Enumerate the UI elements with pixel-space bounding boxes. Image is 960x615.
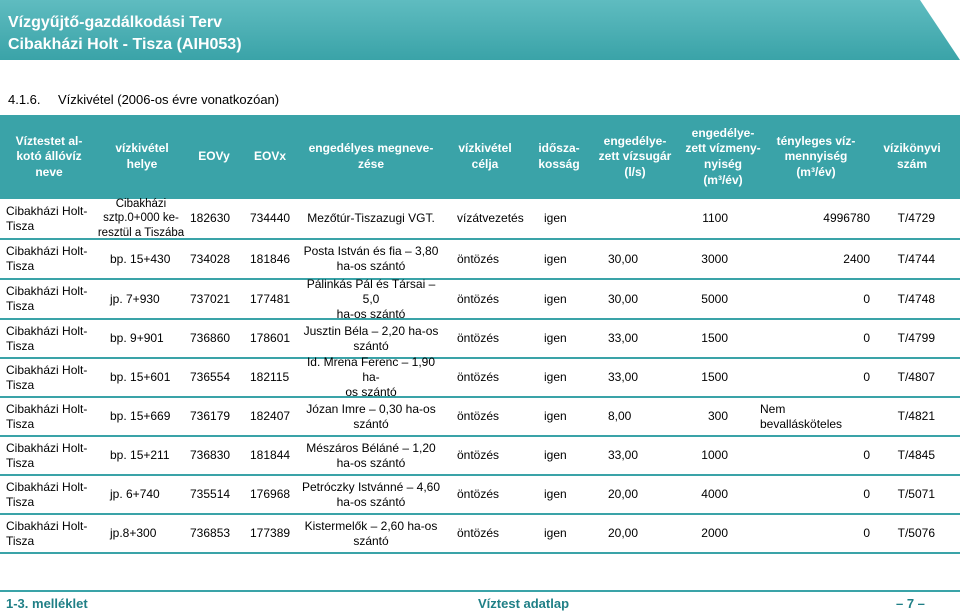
location-cell: bp. 15+211 bbox=[110, 448, 170, 462]
location-cell: bp. 9+901 bbox=[110, 331, 164, 345]
section-title: Vízkivétel (2006-os évre vonatkozóan) bbox=[58, 92, 280, 107]
eovx-cell: 181844 bbox=[250, 448, 291, 462]
actual-volume-cell: 4996780 bbox=[823, 211, 870, 225]
table-row bbox=[0, 476, 960, 515]
location-cell: jp.8+300 bbox=[110, 526, 157, 540]
column-header-permit-name: engedélyes megneve- zése bbox=[308, 141, 434, 171]
location-cell: bp. 15+669 bbox=[110, 409, 171, 423]
purpose-cell: öntözés bbox=[457, 251, 500, 266]
purpose-cell: öntözés bbox=[457, 370, 500, 384]
period-cell: igen bbox=[544, 409, 567, 423]
eovx-cell: 177481 bbox=[250, 291, 291, 306]
eovx-cell: 178601 bbox=[250, 331, 291, 345]
purpose-cell: öntözés bbox=[457, 291, 500, 306]
permitted-flow-cell bbox=[608, 199, 668, 238]
eovy-cell: 736179 bbox=[190, 409, 231, 423]
section-number: 4.1.6. bbox=[8, 92, 41, 107]
location-cell: bp. 15+601 bbox=[110, 370, 171, 384]
eovy-cell: 736860 bbox=[190, 331, 231, 345]
purpose-cell: öntözés bbox=[457, 526, 500, 540]
register-cell: T/4807 bbox=[897, 370, 935, 384]
actual-volume-cell: 0 bbox=[863, 370, 870, 384]
purpose-cell: öntözés bbox=[457, 409, 500, 423]
footer-annex-label: 1-3. melléklet bbox=[6, 596, 88, 611]
section-heading bbox=[8, 92, 279, 107]
permit-name-cell: Mészáros Béláné – 1,20 ha-os szántó bbox=[306, 440, 436, 470]
permitted-flow-cell: 30,00 bbox=[608, 291, 639, 306]
water-body-cell: Cibakházi Holt- Tisza bbox=[6, 203, 88, 233]
eovx-cell: 182407 bbox=[250, 409, 291, 423]
water-body-cell: Cibakházi Holt- Tisza bbox=[6, 244, 88, 273]
column-header-permitted-flow: engedélye- zett vízsugár (l/s) bbox=[598, 133, 672, 179]
location-cell: jp. 7+930 bbox=[110, 291, 160, 306]
period-cell: igen bbox=[544, 526, 567, 540]
water-body-cell: Cibakházi Holt- Tisza bbox=[6, 479, 88, 509]
header-banner bbox=[0, 0, 960, 60]
table-row bbox=[0, 199, 960, 240]
permitted-flow-cell: 33,00 bbox=[608, 370, 639, 384]
permitted-volume-cell: 300 bbox=[707, 409, 728, 423]
footer-page-number: – 7 – bbox=[896, 596, 925, 611]
table-row bbox=[0, 398, 960, 437]
permit-name-cell: Posta István és fia – 3,80 ha-os szántó bbox=[303, 244, 439, 273]
permitted-volume-cell: 5000 bbox=[701, 291, 728, 306]
period-cell: igen bbox=[544, 370, 567, 384]
register-cell: T/5071 bbox=[897, 487, 935, 501]
permitted-volume-cell: 1500 bbox=[701, 331, 728, 345]
eovy-cell: 736830 bbox=[190, 448, 231, 462]
permitted-volume-cell: 1100 bbox=[702, 211, 728, 225]
banner-corner-decoration bbox=[920, 0, 960, 60]
register-cell: T/4799 bbox=[897, 331, 935, 345]
column-header-register: vízikönyvi szám bbox=[883, 141, 941, 171]
permit-name-cell: Józan Imre – 0,30 ha-os szántó bbox=[306, 401, 436, 431]
permitted-flow-cell: 33,00 bbox=[608, 448, 639, 462]
table-header bbox=[0, 115, 960, 199]
permitted-volume-cell: 4000 bbox=[701, 487, 728, 501]
column-header-eovy: EOVy bbox=[198, 149, 230, 164]
column-header-period: idősza- kosság bbox=[538, 141, 580, 171]
permit-name-cell: Kistermelők – 2,60 ha-os szántó bbox=[304, 518, 438, 548]
eovy-cell: 736853 bbox=[190, 526, 231, 540]
period-cell: igen bbox=[544, 448, 567, 462]
footer-title: Víztest adatlap bbox=[478, 596, 570, 611]
actual-volume-cell: 0 bbox=[863, 487, 870, 501]
document-title: Vízgyűjtő-gazdálkodási Terv bbox=[8, 14, 222, 31]
permit-name-cell: Id. Mrena Ferenc – 1,90 ha- os szántó bbox=[306, 355, 436, 399]
permitted-volume-cell: 2000 bbox=[701, 526, 728, 540]
actual-volume-cell: Nem bevallásköteles bbox=[760, 401, 843, 431]
location-cell: jp. 6+740 bbox=[110, 487, 160, 501]
permit-name-cell: Mezőtúr-Tiszazugi VGT. bbox=[307, 211, 435, 225]
eovy-cell: 182630 bbox=[190, 211, 231, 225]
column-header-water-body: Víztestet al- kotó állóvíz neve bbox=[15, 133, 83, 179]
water-body-cell: Cibakházi Holt- Tisza bbox=[6, 323, 88, 353]
permitted-flow-cell: 8,00 bbox=[608, 409, 632, 423]
table-row bbox=[0, 276, 960, 321]
column-header-location: vízkivétel helye bbox=[115, 141, 169, 171]
eovx-cell: 177389 bbox=[250, 526, 291, 540]
period-cell: igen bbox=[544, 251, 567, 266]
permitted-flow-cell: 30,00 bbox=[608, 251, 639, 266]
permitted-volume-cell: 1500 bbox=[701, 370, 728, 384]
water-body-cell: Cibakházi Holt- Tisza bbox=[6, 440, 88, 470]
eovy-cell: 737021 bbox=[190, 291, 231, 306]
permit-name-cell: Jusztin Béla – 2,20 ha-os szántó bbox=[303, 323, 439, 353]
purpose-cell: öntözés bbox=[457, 448, 500, 462]
location-cell: bp. 15+430 bbox=[110, 251, 171, 266]
eovx-cell: 734440 bbox=[250, 211, 291, 225]
register-cell: T/4748 bbox=[897, 291, 935, 306]
register-cell: T/4845 bbox=[897, 448, 935, 462]
water-body-cell: Cibakházi Holt- Tisza bbox=[6, 518, 88, 548]
register-cell: T/5076 bbox=[897, 526, 935, 540]
permit-name-cell: Petróczky Istvánné – 4,60 ha-os szántó bbox=[301, 479, 441, 509]
table-row bbox=[0, 320, 960, 359]
period-cell: igen bbox=[544, 487, 567, 501]
location-cell: Cibakházi sztp.0+000 ke- resztül a Tiszába bbox=[97, 197, 185, 239]
permitted-flow-cell: 20,00 bbox=[608, 487, 639, 501]
table-row bbox=[0, 437, 960, 476]
register-cell: T/4729 bbox=[897, 211, 935, 225]
eovx-cell: 181846 bbox=[250, 251, 291, 266]
table-row bbox=[0, 355, 960, 399]
water-body-cell: Cibakházi Holt- Tisza bbox=[6, 362, 88, 392]
period-cell: igen bbox=[544, 291, 567, 306]
register-cell: T/4821 bbox=[897, 409, 935, 423]
actual-volume-cell: 0 bbox=[863, 291, 870, 306]
permitted-volume-cell: 1000 bbox=[701, 448, 728, 462]
actual-volume-cell: 0 bbox=[863, 448, 870, 462]
column-header-purpose: vízkivétel célja bbox=[458, 141, 512, 171]
eovx-cell: 176968 bbox=[250, 487, 291, 501]
eovx-cell: 182115 bbox=[250, 370, 290, 384]
actual-volume-cell: 2400 bbox=[843, 251, 870, 266]
column-header-eovx: EOVx bbox=[253, 149, 286, 164]
column-header-permitted-volume: engedélye- zett vízmeny- nyiség (m³/év) bbox=[685, 125, 761, 187]
table-row bbox=[0, 515, 960, 554]
footer-divider bbox=[0, 590, 960, 592]
period-cell: igen bbox=[544, 331, 567, 345]
eovy-cell: 735514 bbox=[190, 487, 231, 501]
eovy-cell: 736554 bbox=[190, 370, 231, 384]
table-row bbox=[0, 240, 960, 280]
water-body-cell: Cibakházi Holt- Tisza bbox=[6, 401, 88, 431]
period-cell: igen bbox=[544, 211, 567, 225]
purpose-cell: vízátvezetés bbox=[457, 211, 524, 225]
permitted-flow-cell: 33,00 bbox=[608, 331, 639, 345]
purpose-cell: öntözés bbox=[457, 487, 500, 501]
permitted-volume-cell: 3000 bbox=[701, 251, 728, 266]
permitted-flow-cell: 20,00 bbox=[608, 526, 639, 540]
purpose-cell: öntözés bbox=[457, 331, 500, 345]
document-subtitle: Cibakházi Holt - Tisza (AIH053) bbox=[8, 36, 242, 53]
eovy-cell: 734028 bbox=[190, 251, 231, 266]
register-cell: T/4744 bbox=[897, 251, 935, 266]
column-header-actual-volume: tényleges víz- mennyiség (m³/év) bbox=[776, 133, 856, 179]
actual-volume-cell: 0 bbox=[863, 331, 870, 345]
permit-name-cell: Pálinkás Pál és Társai – 5,0 ha-os szántó bbox=[306, 276, 436, 321]
water-body-cell: Cibakházi Holt- Tisza bbox=[6, 284, 88, 313]
actual-volume-cell: 0 bbox=[863, 526, 870, 540]
